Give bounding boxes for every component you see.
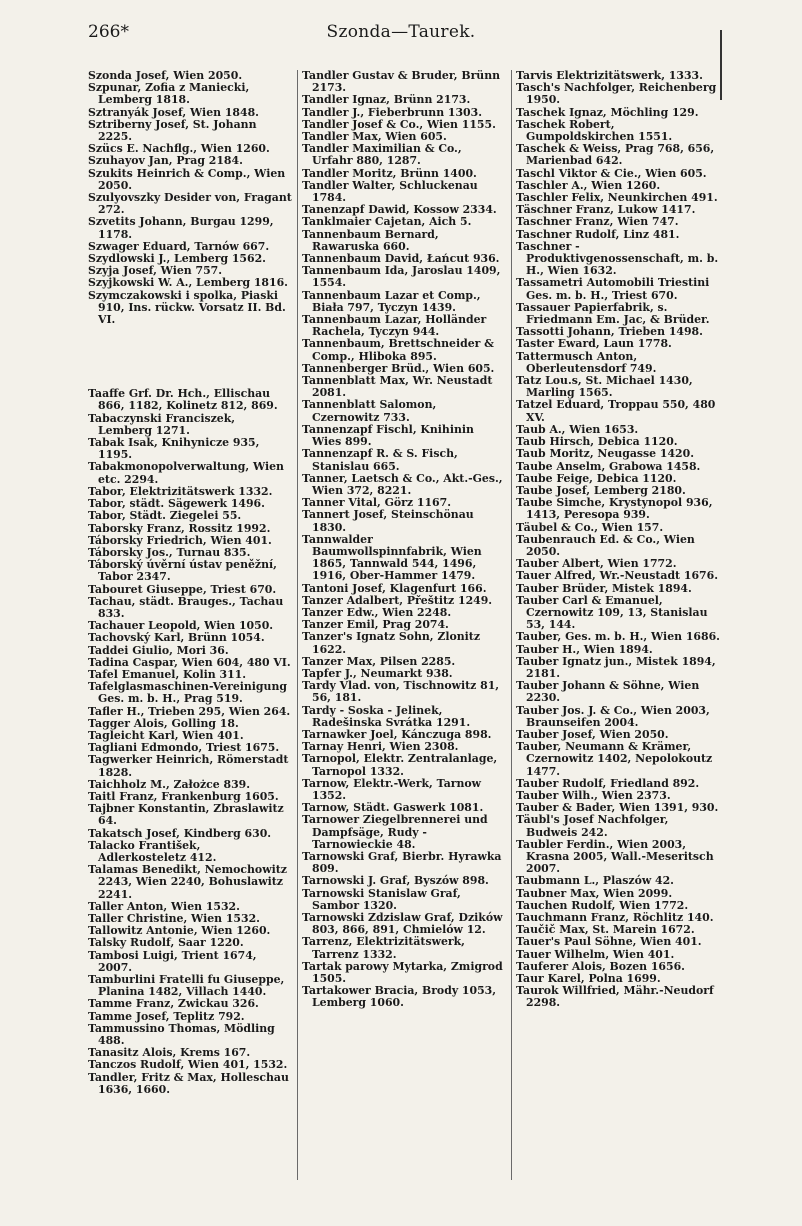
directory-entry: Tammussino Thomas, Mödling 488.	[88, 1021, 275, 1048]
directory-entry: Tauchmann Franz, Röchlitz 140.	[516, 911, 714, 925]
directory-entry: Taube Feige, Debica 1120.	[516, 471, 677, 485]
directory-entry: Tantoni Josef, Klagenfurt 166.	[302, 581, 487, 595]
directory-entry: Tauer's Paul Söhne, Wien 401.	[516, 935, 702, 949]
directory-entry: Taschner Franz, Wien 747.	[516, 215, 679, 229]
directory-entry: Tabor, Elektrizitätswerk 1332.	[88, 484, 273, 498]
directory-entry: Taller Christine, Wien 1532.	[88, 912, 260, 925]
directory-entry: Tanzer Edw., Wien 2248.	[302, 605, 452, 619]
directory-entry: Tannenblatt Salomon, Czernowitz 733.	[302, 398, 437, 424]
directory-entry: Tassotti Johann, Trieben 1498.	[516, 325, 703, 339]
directory-entry: Tauber Carl & Emanuel, Czernowitz 109, 13, Stanislau 53, 144.	[516, 593, 708, 632]
directory-entry: Tauer Wilhelm, Wien 401.	[516, 947, 675, 961]
page-title: Szonda—Taurek.	[326, 22, 476, 42]
directory-entry: Taller Anton, Wien 1532.	[88, 899, 240, 913]
directory-entry: Tanenzapf Dawid, Kossow 2334.	[302, 203, 497, 217]
directory-entry: Szymczakowski i spolka, Piaski 910, Ins. rückw. Vorsatz II. Bd. VI.	[88, 288, 286, 327]
directory-entry: Tassametri Automobili Triestini Ges. m. b. H., Triest 670.	[516, 276, 710, 302]
directory-entry: Sztranyák Josef, Wien 1848.	[88, 105, 259, 119]
directory-entry: Tatz Lou.s, St. Michael 1430, Marling 1565.	[516, 374, 693, 400]
directory-entry: Taubmann L., Plaszów 42.	[516, 874, 674, 888]
directory-entry: Tandler, Fritz & Max, Holleschau 1636, 1660.	[88, 1070, 289, 1096]
directory-entry: Tarnow, Städt. Gaswerk 1081.	[302, 801, 484, 815]
directory-entry: Tauber Albert, Wien 1772.	[516, 557, 677, 571]
directory-entry: Tauber, Ges. m. b. H., Wien 1686.	[516, 630, 720, 644]
directory-entry: Taschner Rudolf, Linz 481.	[516, 227, 680, 241]
directory-column-3	[516, 70, 720, 1190]
page-header	[0, 22, 802, 48]
directory-columns	[88, 70, 720, 1190]
directory-entry: Taubenrauch Ed. & Co., Wien 2050.	[516, 532, 695, 558]
directory-entry: Taub A., Wien 1653.	[516, 422, 639, 436]
directory-entry: Taubner Max, Wien 2099.	[516, 886, 673, 900]
directory-entry: Täubel & Co., Wien 157.	[516, 520, 664, 534]
directory-entry: Tagliani Edmondo, Triest 1675.	[88, 741, 280, 755]
directory-entry: Tagleicht Karl, Wien 401.	[88, 728, 244, 742]
section-gap	[88, 342, 292, 372]
directory-entry: Tannenbaum, Brettschneider & Comp., Hliboka 895.	[302, 337, 494, 363]
directory-entry: Szyjkowski W. A., Lemberg 1816.	[88, 276, 288, 290]
directory-entry: Tardy - Soska - Jelinek, Radešinska Svrátka 1291.	[302, 703, 471, 729]
directory-entry: Tarrenz, Elektrizitätswerk, Tarrenz 1332.	[302, 935, 465, 961]
directory-entry: Taster Eward, Laun 1778.	[516, 337, 672, 351]
directory-entry: Szücs E. Nachflg., Wien 1260.	[88, 142, 270, 156]
directory-entry: Taube Josef, Lemberg 2180.	[516, 483, 686, 497]
directory-column-1	[88, 70, 292, 1190]
directory-entry: Tassauer Papierfabrik, s. Friedmann Em. Jac, & Brüder.	[516, 300, 710, 327]
directory-entry: Tartak parowy Mytarka, Zmigrod 1505.	[302, 959, 503, 986]
directory-entry: Tanzer Emil, Prag 2074.	[302, 618, 449, 632]
directory-entry: Tabak Isak, Knihynicze 935, 1195.	[88, 436, 260, 462]
directory-entry: Tabakmonopolverwaltung, Wien etc. 2294.	[88, 460, 284, 486]
directory-entry: Tanzer Max, Pilsen 2285.	[302, 654, 456, 668]
directory-entry: Tannenzapf Fischl, Knihinin Wies 899.	[302, 422, 474, 449]
directory-entry: Taschek Ignaz, Möchling 129.	[516, 105, 699, 119]
directory-entry: Taschl Viktor & Cie., Wien 605.	[516, 166, 707, 180]
directory-entry: Tauber & Bader, Wien 1391, 930.	[516, 801, 719, 815]
directory-entry: Tannert Josef, Steinschönau 1830.	[302, 508, 474, 534]
directory-entry: Tannenberger Brüd., Wien 605.	[302, 361, 495, 375]
directory-entry: Tauber Ignatz jun., Mistek 1894, 2181.	[516, 654, 716, 680]
directory-entry: Taubler Ferdin., Wien 2003, Krasna 2005, Wall.-Meseritsch 2007.	[516, 837, 714, 876]
directory-entry: Tannenbaum Lazar, Holländer Rachela, Tyczyn 944.	[302, 313, 487, 339]
directory-entry: Taitl Franz, Frankenburg 1605.	[88, 789, 279, 803]
directory-entry: Tannenbaum David, Łańcut 936.	[302, 252, 500, 266]
directory-entry: Szwager Eduard, Tarnów 667.	[88, 239, 270, 253]
directory-entry: Tauer Alfred, Wr.-Neustadt 1676.	[516, 569, 718, 583]
directory-entry: Tagwerker Heinrich, Römerstadt 1828.	[88, 753, 289, 779]
directory-entry: Tauber Brüder, Mistek 1894.	[516, 581, 692, 595]
directory-entry: Tabor, Städt. Ziegelei 55.	[88, 509, 242, 523]
directory-entry: Tarnowski Graf, Bierbr. Hyrawka 809.	[302, 850, 502, 876]
directory-entry: Tatzel Eduard, Troppau 550, 480 XV.	[516, 398, 716, 424]
directory-entry: Tannenblatt Max, Wr. Neustadt 2081.	[302, 374, 493, 400]
directory-entry: Tasch's Nachfolger, Reichenberg 1950.	[516, 81, 717, 107]
directory-entry: Táborsky Jos., Turnau 835.	[88, 545, 251, 559]
directory-entry: Taaffe Grf. Dr. Hch., Ellischau 866, 1182, Kolinetz 812, 869.	[88, 387, 278, 413]
directory-entry: Tanner, Laetsch & Co., Akt.-Ges., Wien 372, 8221.	[302, 471, 503, 497]
directory-entry: Tannenbaum Bernard, Rawaruska 660.	[302, 227, 439, 253]
directory-entry: Tarnopol, Elektr. Zentralanlage, Tarnopol 1332.	[302, 752, 498, 778]
directory-entry: Szvetits Johann, Burgau 1299, 1178.	[88, 215, 274, 241]
page-number: 266*	[88, 22, 129, 42]
directory-entry: Taub Hirsch, Debica 1120.	[516, 435, 678, 449]
directory-entry: Tafler H., Trieben 295, Wien 264.	[88, 704, 291, 718]
directory-entry: Tarnowski J. Graf, Byszów 898.	[302, 874, 489, 888]
directory-entry: Taube Simche, Krystynopol 936, 1413, Peresopa 939.	[516, 496, 713, 522]
directory-entry: Tanklmaier Cajetan, Aich 5.	[302, 215, 472, 229]
directory-entry: Taschler A., Wien 1260.	[516, 178, 661, 192]
directory-entry: Tanzer Adalbert, Přeštitz 1249.	[302, 593, 493, 607]
directory-entry: Tandler Ignaz, Brünn 2173.	[302, 93, 471, 107]
directory-entry: Tanasitz Alois, Krems 167.	[88, 1046, 251, 1060]
directory-entry: Tamme Franz, Zwickau 326.	[88, 997, 259, 1011]
directory-entry: Tandler Moritz, Brünn 1400.	[302, 166, 477, 180]
directory-entry: Tamme Josef, Teplitz 792.	[88, 1009, 245, 1023]
directory-entry: Tabouret Giuseppe, Triest 670.	[88, 582, 277, 596]
directory-entry: Tadina Caspar, Wien 604, 480 VI.	[88, 655, 291, 669]
directory-entry: Talacko František, Adlerkosteletz 412.	[88, 838, 217, 864]
directory-entry: Tagger Alois, Golling 18.	[88, 716, 239, 730]
directory-column-2	[302, 70, 506, 1190]
directory-entry: Tapfer J., Neumarkt 938.	[302, 666, 453, 680]
directory-entry: Szpunar, Zofia z Maniecki, Lemberg 1818.	[88, 81, 250, 107]
directory-entry: Tauchen Rudolf, Wien 1772.	[516, 898, 689, 912]
directory-entry: Taborsky Franz, Rossitz 1992.	[88, 521, 271, 535]
directory-entry: Sztriberny Josef, St. Johann 2225.	[88, 117, 257, 144]
directory-entry: Tannenbaum Lazar et Comp., Biała 797, Tyczyn 1439.	[302, 288, 481, 314]
directory-entry: Tauber Josef, Wien 2050.	[516, 727, 669, 741]
directory-entry: Táborský úvěrní ústav peněžní, Tabor 2347.	[88, 558, 277, 584]
directory-entry: Tafel Emanuel, Kolin 311.	[88, 667, 247, 681]
directory-entry: Taurok Willfried, Mähr.-Neudorf 2298.	[516, 984, 714, 1010]
directory-entry: Tarnowski Zdzislaw Graf, Dzików 803, 866, 891, Chmielów 12.	[302, 911, 503, 937]
directory-entry: Tanzer's Ignatz Sohn, Zlonitz 1622.	[302, 630, 481, 656]
directory-entry: Szulyovszky Desider von, Fragant 272.	[88, 191, 292, 217]
directory-entry: Täubl's Josef Nachfolger, Budweis 242.	[516, 813, 669, 839]
directory-entry: Tarnawker Joel, Kánczuga 898.	[302, 727, 492, 741]
directory-entry: Tamburlini Fratelli fu Giuseppe, Planina 1482, Villach 1440.	[88, 973, 285, 999]
directory-entry: Taichholz M., Założce 839.	[88, 777, 251, 791]
directory-entry: Tauferer Alois, Bozen 1656.	[516, 959, 685, 973]
directory-entry: Taschek & Weiss, Prag 768, 656, Marienbad 642.	[516, 142, 715, 168]
directory-entry: Tambosi Luigi, Trient 1674, 2007.	[88, 948, 257, 974]
directory-entry: Tartakower Bracia, Brody 1053, Lemberg 1060.	[302, 984, 497, 1010]
directory-entry: Takatsch Josef, Kindberg 630.	[88, 826, 272, 840]
directory-entry: Tarnower Ziegelbrennerei und Dampfsäge, Rudy - Tarnowieckie 48.	[302, 813, 488, 851]
directory-entry: Taschler Felix, Neunkirchen 491.	[516, 191, 718, 205]
directory-entry: Tandler Gustav & Bruder, Brünn 2173.	[302, 70, 501, 95]
directory-entry: Tauber Rudolf, Friedland 892.	[516, 776, 700, 790]
directory-entry: Tarnow, Elektr.-Werk, Tarnow 1352.	[302, 776, 482, 802]
directory-entry: Tafelglasmaschinen-Vereinigung Ges. m. b. H., Prag 519.	[88, 680, 288, 706]
directory-entry: Tabor, städt. Sägewerk 1496.	[88, 497, 265, 511]
directory-entry: Tannwalder Baumwollspinnfabrik, Wien 1865, Tannwald 544, 1496, 1916, Ober-Hammer 1479.	[302, 532, 482, 583]
directory-entry: Tallowitz Antonie, Wien 1260.	[88, 924, 271, 938]
directory-entry: Tattermusch Anton, Oberleutensdorf 749.	[516, 349, 657, 375]
directory-entry: Tanczos Rudolf, Wien 401, 1532.	[88, 1058, 288, 1072]
directory-entry: Tardy Vlad. von, Tischnowitz 81, 56, 181.	[302, 679, 500, 705]
directory-entry: Tandler Maximilian & Co., Urfahr 880, 1287.	[302, 142, 462, 168]
directory-entry: Tauber Johann & Söhne, Wien 2230.	[516, 679, 700, 705]
directory-entry: Taur Karel, Polna 1699.	[516, 972, 661, 986]
directory-entry: Tauber Wilh., Wien 2373.	[516, 788, 671, 802]
directory-entry: Tauber, Neumann & Krämer, Czernowitz 1402, Nepolokoutz 1477.	[516, 740, 713, 778]
directory-entry: Tachauer Leopold, Wien 1050.	[88, 619, 274, 633]
directory-entry: Taučič Max, St. Marein 1672.	[516, 923, 695, 937]
directory-entry: Taschek Robert, Gumpoldskirchen 1551.	[516, 117, 673, 144]
directory-entry: Tandler Josef & Co., Wien 1155.	[302, 117, 496, 131]
directory-entry: Szydlowski J., Lemberg 1562.	[88, 252, 266, 266]
directory-entry: Szyja Josef, Wien 757.	[88, 264, 223, 278]
directory-entry: Taub Moritz, Neugasse 1420.	[516, 447, 694, 461]
directory-entry: Tachovský Karl, Brünn 1054.	[88, 631, 265, 645]
directory-entry: Tauber Jos. J. & Co., Wien 2003, Braunseifen 2004.	[516, 703, 710, 729]
directory-entry: Tauber H., Wien 1894.	[516, 642, 653, 656]
directory-entry: Täschner Franz, Lukow 1417.	[516, 203, 696, 217]
margin-mark	[720, 30, 722, 100]
directory-entry: Tandler Max, Wien 605.	[302, 130, 447, 144]
directory-entry: Talamas Benedikt, Nemochowitz 2243, Wien 2240, Bohuslawitz 2241.	[88, 863, 287, 901]
directory-entry: Tandler J., Fieberbrunn 1303.	[302, 105, 483, 119]
directory-entry: Tannenbaum Ida, Jaroslau 1409, 1554.	[302, 264, 501, 290]
directory-entry: Szukits Heinrich & Comp., Wien 2050.	[88, 166, 286, 192]
directory-entry: Talsky Rudolf, Saar 1220.	[88, 936, 244, 950]
directory-entry: Tachau, städt. Brauges., Tachau 833.	[88, 594, 284, 620]
directory-entry: Tarnowski Stanislaw Graf, Sambor 1320.	[302, 886, 461, 912]
directory-entry: Táborsky Friedrich, Wien 401.	[88, 533, 272, 547]
directory-entry: Taddei Giulio, Mori 36.	[88, 643, 229, 657]
directory-entry: Taube Anselm, Grabowa 1458.	[516, 459, 701, 473]
directory-entry: Tandler Walter, Schluckenau 1784.	[302, 178, 478, 205]
directory-entry: Tarvis Elektrizitätswerk, 1333.	[516, 70, 703, 82]
directory-entry: Szuhayov Jan, Prag 2184.	[88, 154, 243, 168]
directory-entry: Tajbner Konstantin, Zbraslawitz 64.	[88, 802, 284, 828]
directory-entry: Tarnay Henri, Wien 2308.	[302, 740, 459, 754]
directory-entry: Taschner - Produktivgenossenschaft, m. b. H., Wien 1632.	[516, 239, 719, 278]
directory-entry: Tannenzapf R. & S. Fisch, Stanislau 665.	[302, 447, 458, 473]
directory-entry: Tabaczynski Franciszek, Lemberg 1271.	[88, 411, 236, 437]
directory-entry: Szonda Josef, Wien 2050.	[88, 70, 243, 82]
directory-entry: Tanner Vital, Görz 1167.	[302, 496, 451, 510]
